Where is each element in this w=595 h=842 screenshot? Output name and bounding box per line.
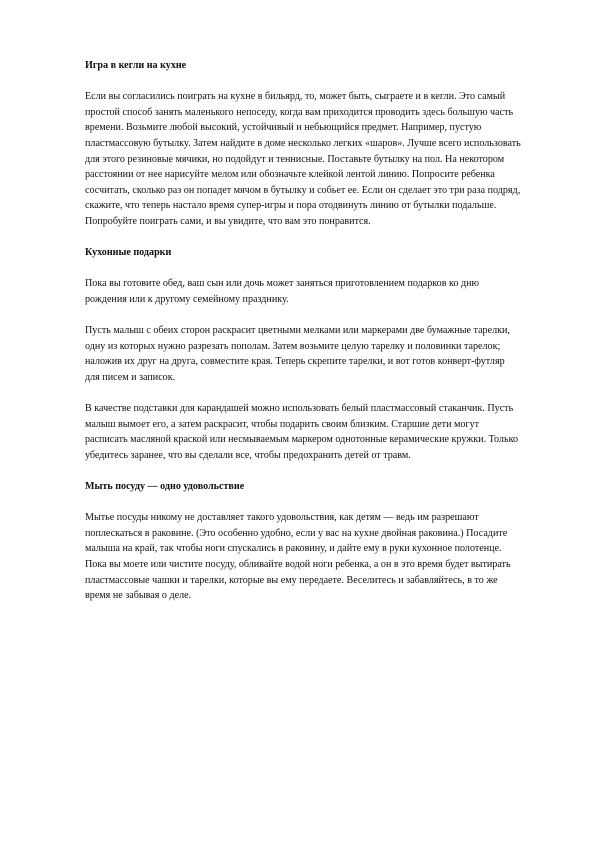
section-heading-dishwashing: Мыть посуду — одно удовольствие <box>85 481 245 493</box>
document-body <box>85 58 521 604</box>
spacer <box>85 308 521 324</box>
spacer <box>85 463 521 479</box>
section-paragraph: Пусть малыш с обеих сторон раскрасит цветными мелками или маркерами две бумажные тарелки, одну из которых нужно разрезать пополам. Затем возьмите целую тарелку и половинки тарелок; наложив их друг на друга, совместите края. Теперь скрепите тарелки, и вот готов конверт-футляр для писем и записок. <box>85 325 510 383</box>
section-paragraph: Если вы согласились поиграть на кухне в бильярд, то, может быть, сыграете и в кегли. Это самый простой способ занять маленького непоседу, когда вам приходится проводить здесь большую часть времени. Возьмите любой высокий, устойчивый и небьющийся предмет. Например, пустую пластмассовую бутылку. Затем найдите в доме несколько легких «шаров». Лучше всего использовать для этого резиновые мячики, но подойдут и теннисные. Поставьте бутылку на пол. На некотором расстоянии от нее нарисуйте мелом или обозначьте клейкой лентой линию. Попросите ребенка сосчитать, сколько раз он попадет мячом в бутылку и собьет ее. Если он сделает это три раза подряд, скажите, что теперь настало время супер-игры и пора отодвинуть линию от бутылки подальше. Попробуйте поиграть сами, и вы увидите, что вам это понравится. <box>85 91 521 227</box>
section-heading-kitchen-gifts: Кухонные подарки <box>85 247 172 259</box>
section-paragraph: В качестве подставки для карандашей можно использовать белый пластмассовый стаканчик. Пусть малыш вымоет его, а затем раскрасит, чтобы подарить своим близким. Старшие дети могут расписать масляной краской или несмываемым маркером однотонные керамические кружки. Только убедитесь заранее, что вы сделали все, чтобы предохранить детей от травм. <box>85 403 519 461</box>
spacer <box>85 230 521 246</box>
spacer <box>85 385 521 401</box>
section-paragraph: Мытье посуды никому не доставляет такого удовольствия, как детям — ведь им разрешают поплескаться в раковине. (Это особенно удобно, если у вас на кухне двойная раковина.) Посадите малыша на край, так чтобы ноги спускались в раковину, и дайте ему в руки кухонное полотенце. Пока вы моете или чистите посуду, обливайте водой ноги ребенка, а он в это время будет вытирать пластмассовые чашки и тарелки, которые вы ему передаете. Веселитесь и забавляйтесь, в то же время не забывая о деле. <box>85 512 511 602</box>
section-heading-skittles: Игра в кегли на кухне <box>85 60 187 71</box>
spacer <box>85 261 521 277</box>
spacer <box>85 495 521 511</box>
section-paragraph: Пока вы готовите обед, ваш сын или дочь может заняться приготовлением подарков ко дню рождения или к другому семейному празднику. <box>85 278 480 305</box>
spacer <box>85 74 521 90</box>
